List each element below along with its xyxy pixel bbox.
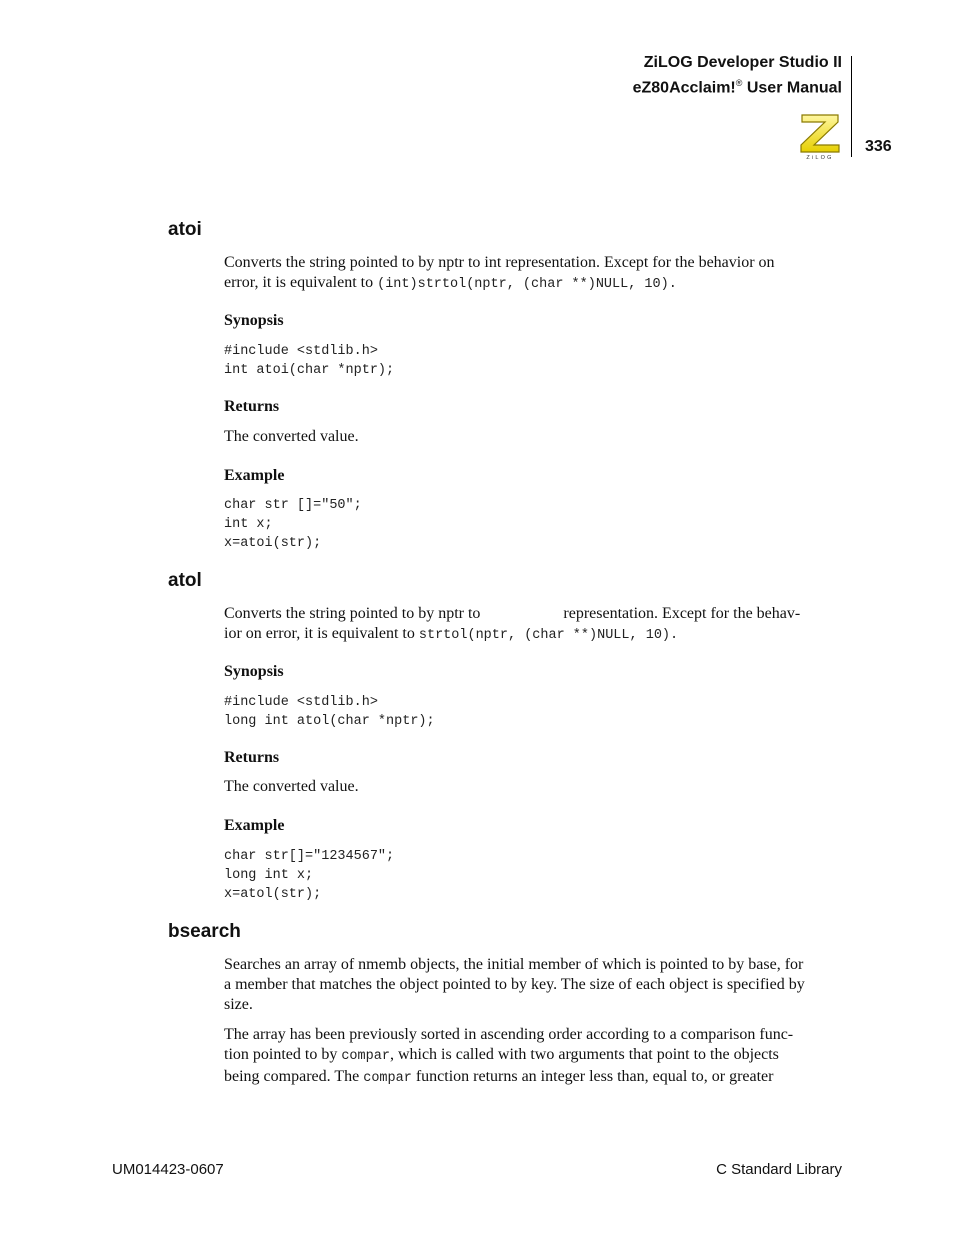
atoi-returns-text: The converted value.: [224, 428, 359, 445]
title-line-2: [633, 73, 842, 98]
atol-desc-line-2: [224, 624, 844, 646]
atol-returns-text: The converted value.: [224, 778, 359, 795]
text-run: function returns an integer less than, equal to, or greater: [411, 1068, 774, 1085]
atol-synopsis-code: [224, 693, 435, 731]
zilog-logo: [796, 112, 844, 160]
footer-section: C Standard Library: [716, 1161, 842, 1178]
atol-example-heading: Example: [224, 817, 285, 834]
text-line: The array has been previously sorted in ascending order according to a comparison func-: [224, 1026, 794, 1043]
atol-returns-heading: Returns: [224, 749, 280, 766]
atol-desc-part-a: Converts the string pointed to by nptr to: [224, 605, 481, 622]
atoi-desc-line-1: Converts the string pointed to by nptr to int representation. Except for the behavior on: [224, 254, 775, 271]
registered-mark: ®: [735, 78, 743, 88]
atol-desc-part-b: representation. Except for the behav-: [563, 605, 801, 622]
logo-wordmark: ZiLOG: [806, 155, 834, 160]
atol-synopsis-heading: Synopsis: [224, 663, 284, 680]
code-line: x=atol(str);: [224, 887, 322, 902]
atoi-example-code: [224, 496, 362, 553]
section-heading-bsearch: bsearch: [168, 921, 241, 942]
code-line: #include <stdlib.h>: [224, 344, 378, 359]
code-line: char str []="50";: [224, 498, 362, 513]
text-line: [224, 1045, 844, 1067]
document-title: [633, 52, 842, 98]
header-divider: [851, 56, 852, 157]
atoi-equivalent-code: (int)strtol(nptr, (char **)NULL, 10).: [377, 277, 677, 292]
title-line-1: ZiLOG Developer Studio II: [643, 54, 842, 71]
atoi-example-heading: Example: [224, 467, 285, 484]
text-line: size.: [224, 996, 253, 1013]
atoi-synopsis-code: [224, 342, 394, 380]
page-number: 336: [865, 138, 892, 155]
manual-name: User Manual: [742, 79, 842, 97]
atoi-desc-text: error, it is equivalent to: [224, 274, 378, 291]
bsearch-paragraph-1: [224, 955, 844, 1015]
atoi-returns-heading: Returns: [224, 398, 280, 415]
text-run: , which is called with two arguments that point to the objects: [389, 1046, 779, 1063]
section-heading-atoi: atoi: [168, 219, 202, 240]
text-line: Searches an array of nmemb objects, the initial member of which is pointed to by base, for: [224, 956, 804, 973]
text-run: being compared. The: [224, 1068, 364, 1085]
text-run: tion pointed to by: [224, 1046, 342, 1063]
atol-equivalent-code: strtol(nptr, (char **)NULL, 10).: [418, 628, 679, 643]
code-line: #include <stdlib.h>: [224, 695, 378, 710]
atoi-description: [224, 253, 844, 295]
code-line: int atoi(char *nptr);: [224, 363, 395, 378]
atoi-desc-line-2: [224, 273, 844, 295]
code-line: x=atoi(str);: [224, 536, 322, 551]
code-line: int x;: [224, 517, 273, 532]
section-heading-atol: atol: [168, 570, 202, 591]
code-line: long int atol(char *nptr);: [224, 714, 435, 729]
code-line: long int x;: [224, 868, 314, 883]
compar-code: compar: [341, 1049, 390, 1064]
text-line: a member that matches the object pointed to by key. The size of each object is specified by: [224, 976, 805, 993]
bsearch-paragraph-2: [224, 1025, 844, 1089]
product-name: eZ80Acclaim!: [632, 79, 736, 97]
text-line: [224, 1067, 844, 1089]
logo-z-shape: [801, 115, 839, 152]
atoi-synopsis-heading: Synopsis: [224, 312, 284, 329]
code-line: char str[]="1234567";: [224, 849, 395, 864]
atol-desc-text: ior on error, it is equivalent to: [224, 625, 419, 642]
atol-description: [224, 604, 844, 646]
atol-example-code: [224, 847, 394, 904]
compar-code: compar: [363, 1071, 412, 1086]
footer-doc-id: UM014423-0607: [112, 1161, 224, 1178]
atol-desc-line-1: [224, 604, 844, 624]
